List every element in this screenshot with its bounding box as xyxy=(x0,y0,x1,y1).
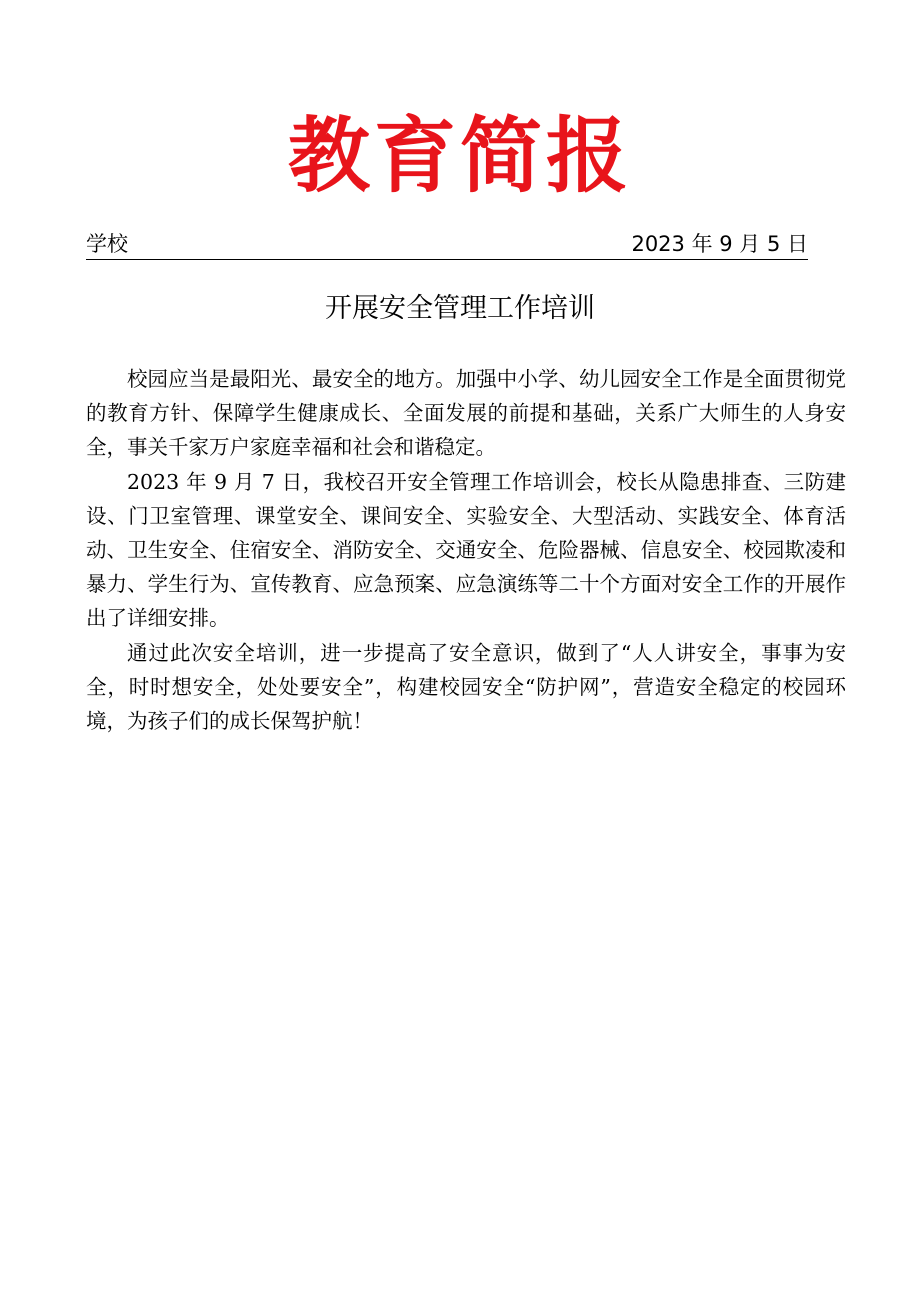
school-label: 学校 xyxy=(86,232,128,256)
article-paragraph: 2023 年 9 月 7 日，我校召开安全管理工作培训会，校长从隐患排查、三防建设、门卫室管理、课堂安全、课间安全、实验安全、大型活动、实践安全、体育活动、卫生安全、住宿安全、消防安全、交通安全、危险器械、信息安全、校园欺凌和暴力、学生行为、宣传教育、应急预案、应急演练等二十个方面对安全工作的开展作出了详细安排。 xyxy=(86,469,846,631)
issue-date: 2023 年 9 月 5 日 xyxy=(631,232,808,256)
article-paragraph: 通过此次安全培训，进一步提高了安全意识，做到了“人人讲安全，事事为安全，时时想安全，处处要安全”，构建校园安全“防护网”，营造安全稳定的校园环境，为孩子们的成长保驾护航！ xyxy=(86,640,846,734)
article-title: 开展安全管理工作培训 xyxy=(325,293,595,324)
masthead-title: 教育简报 xyxy=(287,108,632,204)
article-paragraph: 校园应当是最阳光、最安全的地方。加强中小学、幼儿园安全工作是全面贯彻党的教育方针、保障学生健康成长、全面发展的前提和基础，关系广大师生的人身安全，事关千家万户家庭幸福和社会和谐稳定。 xyxy=(86,367,846,460)
article-body xyxy=(86,362,846,738)
info-bar xyxy=(86,229,808,260)
